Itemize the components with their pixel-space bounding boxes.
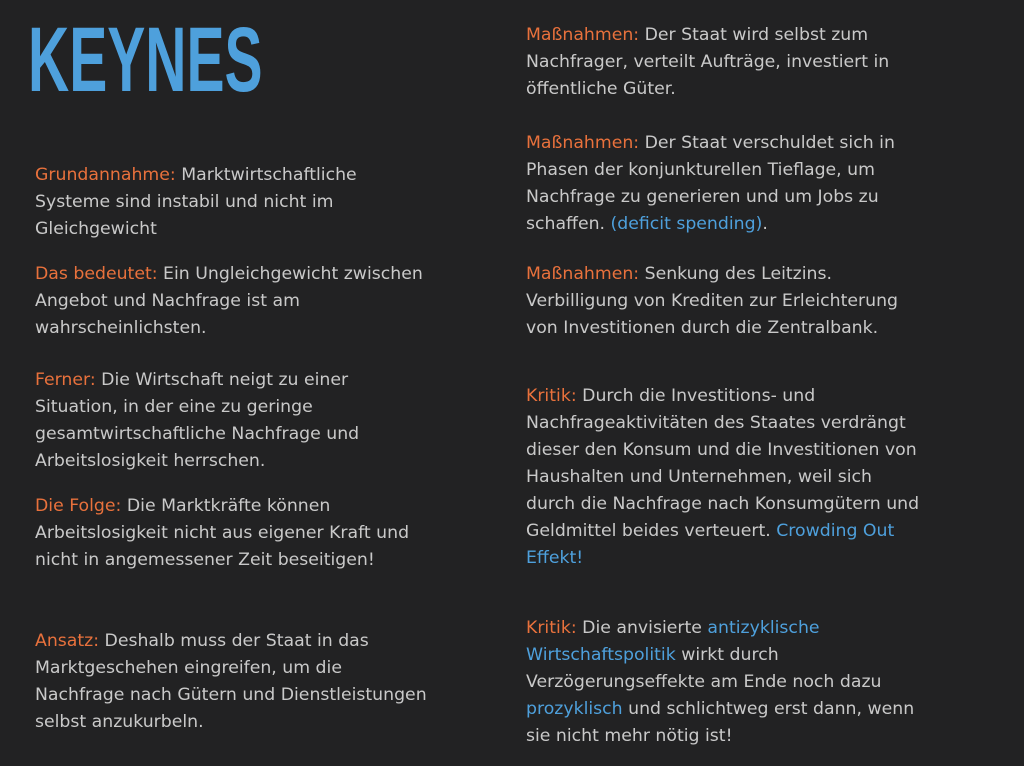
- paragraph-text: Die anvisierte: [576, 618, 708, 638]
- paragraph-kritik-1: [526, 383, 926, 572]
- paragraph-text: Die Wirtschaft neigt zu einer Situation, in der eine zu geringe gesamtwirtschaftliche Nachfrage und Arbeitslosigkeit herrschen.: [35, 370, 360, 471]
- paragraph-das-bedeutet: [35, 261, 430, 342]
- highlight-crowding-out: Crowding Out Effekt!: [526, 521, 895, 568]
- paragraph-label: Maßnahmen:: [526, 25, 640, 45]
- paragraph-massnahmen-3: [526, 261, 926, 342]
- paragraph-grundannahme: [35, 162, 430, 243]
- paragraph-massnahmen-1: [526, 22, 926, 103]
- paragraph-text: Deshalb muss der Staat in das Marktgeschehen eingreifen, um die Nachfrage nach Gütern und Dienstleistungen selbst anzukurbeln.: [35, 631, 427, 732]
- highlight-deficit-spending: (deficit spending): [610, 214, 763, 234]
- paragraph-massnahmen-2: [526, 130, 926, 238]
- paragraph-text: Durch die Investitions- und Nachfrageaktivitäten des Staates verdrängt dieser den Konsum und die Investitionen von Haushalten und Unternehmen, weil sich durch die Nachfrage nach Konsumgütern und Geldmittel beides verteuert.: [526, 386, 920, 541]
- page-title: KEYNES: [28, 9, 263, 111]
- paragraph-text: wirkt durch Verzögerungseffekte am Ende noch dazu: [526, 645, 882, 692]
- paragraph-text: und schlichtweg erst dann, wenn sie nicht mehr nötig ist!: [526, 699, 915, 746]
- paragraph-die-folge: [35, 493, 430, 574]
- paragraph-text: Der Staat wird selbst zum Nachfrager, verteilt Aufträge, investiert in öffentliche Güter.: [526, 25, 890, 99]
- paragraph-kritik-2: [526, 615, 926, 750]
- paragraph-label: Kritik:: [526, 386, 577, 406]
- paragraph-ansatz: [35, 628, 430, 736]
- paragraph-label: Die Folge:: [35, 496, 122, 516]
- highlight-antizyklisch: antizyklische Wirtschaftspolitik: [526, 618, 820, 665]
- paragraph-label: Das bedeutet:: [35, 264, 158, 284]
- paragraph-label: Maßnahmen:: [526, 133, 640, 153]
- paragraph-label: Ansatz:: [35, 631, 100, 651]
- paragraph-text: Senkung des Leitzins. Verbilligung von Krediten zur Erleichterung von Investitionen durch die Zentralbank.: [526, 264, 899, 338]
- paragraph-text-end: .: [762, 214, 768, 234]
- highlight-prozyklisch: prozyklisch: [526, 699, 623, 719]
- paragraph-text: Marktwirtschaftliche Systeme sind instabil und nicht im Gleichgewicht: [35, 165, 357, 239]
- paragraph-label: Grundannahme:: [35, 165, 176, 185]
- paragraph-text: Die Marktkräfte können Arbeitslosigkeit nicht aus eigener Kraft und nicht in angemessener Zeit beseitigen!: [35, 496, 410, 570]
- paragraph-text: Der Staat verschuldet sich in Phasen der konjunkturellen Tieflage, um Nachfrage zu generieren und um Jobs zu schaffen.: [526, 133, 895, 234]
- paragraph-text: Ein Ungleichgewicht zwischen Angebot und Nachfrage ist am wahrscheinlichsten.: [35, 264, 423, 338]
- paragraph-label: Kritik:: [526, 618, 577, 638]
- paragraph-ferner: [35, 367, 430, 475]
- paragraph-label: Maßnahmen:: [526, 264, 640, 284]
- paragraph-label: Ferner:: [35, 370, 96, 390]
